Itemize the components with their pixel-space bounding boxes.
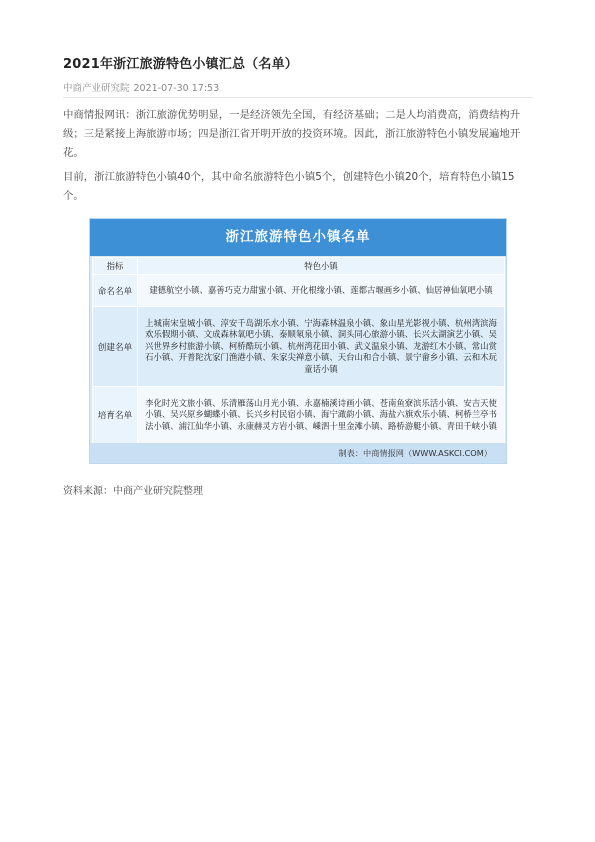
header-indicator: 指标	[93, 258, 138, 275]
row-category: 培育名单	[93, 387, 138, 444]
article-meta	[63, 80, 219, 94]
figure-credit: 制表：中商情报网（WWW.ASKCI.COM）	[90, 443, 506, 463]
table-row	[93, 307, 505, 387]
row-towns: 建德航空小镇、嘉善巧克力甜蜜小镇、开化根缘小镇、莲都古堰画乡小镇、仙居神仙氧吧小镇	[138, 275, 505, 307]
table-header-row	[93, 258, 505, 275]
town-list-figure	[89, 218, 507, 464]
publish-datetime: 2021-07-30 17:53	[133, 83, 220, 94]
row-towns: 上城南宋皇城小镇、淳安千岛湖乐水小镇、宁海森林温泉小镇、象山星光影视小镇、杭州湾滨海欢乐假期小镇、文成森林氧吧小镇、泰顺氡泉小镇、洞头同心旅游小镇、长兴太湖演艺小镇、吴兴世界乡村旅游小镇、柯桥酷玩小镇、杭州湾花田小镇、武义温泉小镇、龙游红木小镇、常山赏石小镇、开普陀沈家门渔港小镇、朱家尖禅意小镇、天台山和合小镇、景宁畲乡小镇、云和木玩童话小镇	[138, 307, 505, 387]
article-title: 2021年浙江旅游特色小镇汇总（名单）	[63, 57, 298, 72]
figure-title: 浙江旅游特色小镇名单	[90, 219, 506, 256]
title-divider	[63, 97, 533, 98]
header-towns: 特色小镇	[138, 258, 505, 275]
paragraph-intro: 中商情报网讯：浙江旅游优势明显，一是经济领先全国，有经济基础；二是人均消费高，消费结构升级；三是紧接上海旅游市场；四是浙江省开明开放的投资环境。因此，浙江旅游特色小镇发展遍地开花。	[63, 109, 521, 159]
row-category: 创建名单	[93, 307, 138, 387]
row-category: 命名名单	[93, 275, 138, 307]
table-row	[93, 387, 505, 444]
paragraph-summary: 目前，浙江旅游特色小镇40个，其中命名旅游特色小镇5个，创建特色小镇20个，培育特色小镇15个。	[63, 171, 515, 202]
town-table	[92, 257, 505, 444]
source-link[interactable]: 中商产业研究院	[63, 83, 130, 94]
table-row	[93, 275, 505, 307]
row-towns: 李化时光文旅小镇、乐清雁荡山月光小镇、永嘉楠溪诗画小镇、苍南鱼寮滨乐活小镇、安吉天使小镇、吴兴原乡蝴蝶小镇、长兴乡村民宿小镇、海宁澉韵小镇、海盐六旗欢乐小镇、柯桥兰亭书法小镇、浦江仙华小镇、永康赫灵方岩小镇、嵊泗十里金滩小镇、路桥游艇小镇、青田千峡小镇	[138, 387, 505, 444]
data-source-note: 资料来源：中商产业研究院整理	[63, 486, 203, 497]
